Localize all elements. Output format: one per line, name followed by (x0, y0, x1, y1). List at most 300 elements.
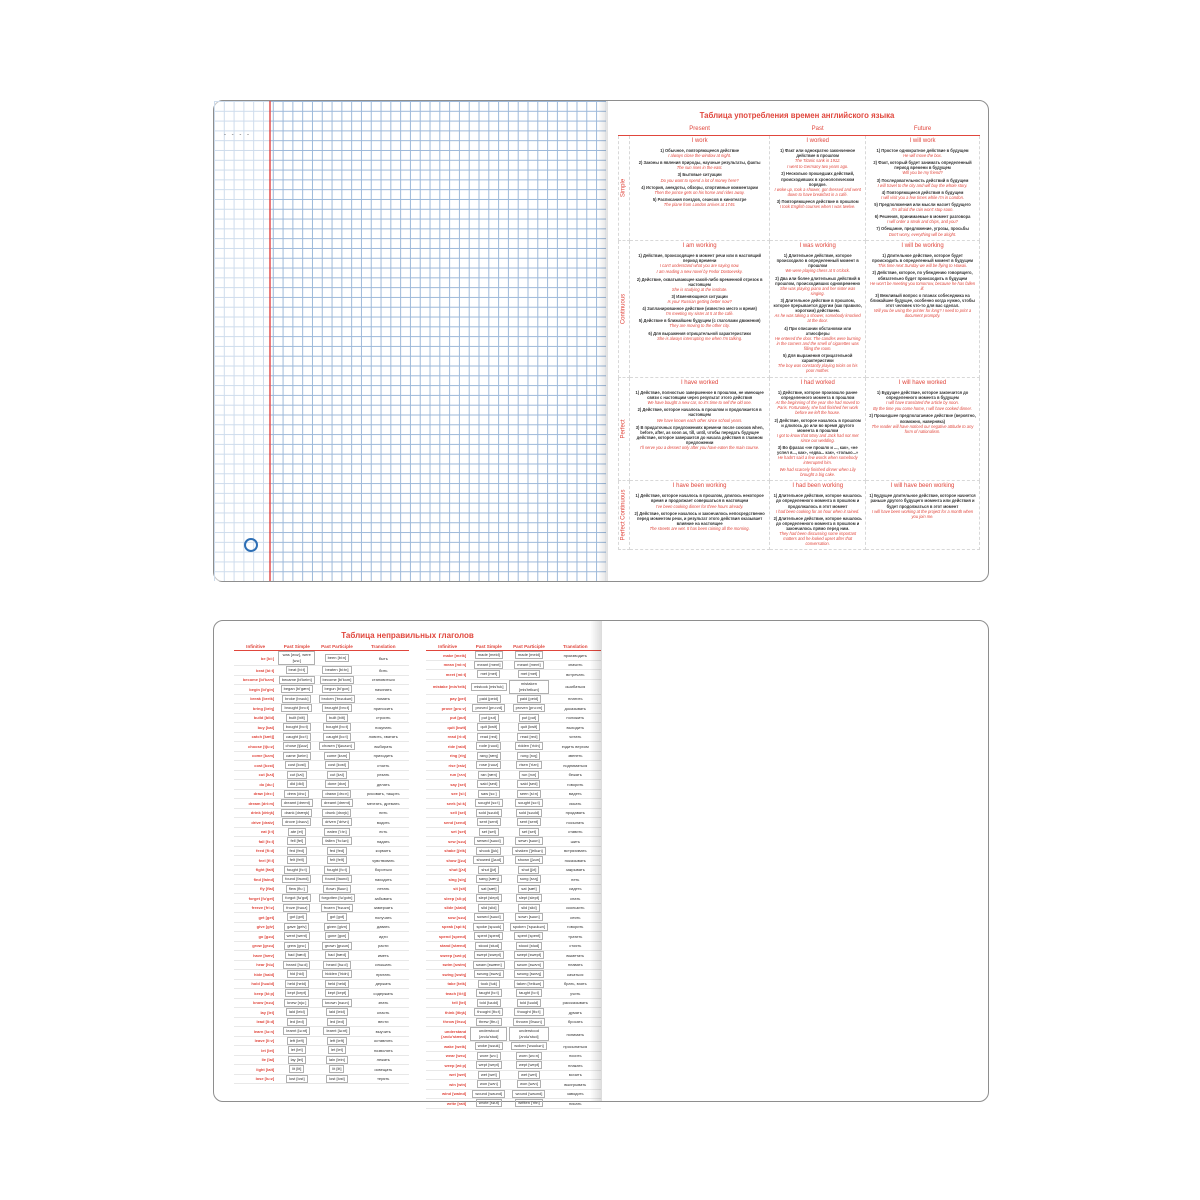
verb-infinitive: throw [θrəu] (426, 1017, 469, 1027)
tense-cell (630, 135, 770, 240)
verb-translation: позволять (358, 1046, 409, 1056)
col-header-past: Past (770, 125, 866, 135)
verb-translation: чувствовать (358, 856, 409, 866)
verb-infinitive: dream [dri:m] (234, 799, 277, 809)
verb-past-simple (469, 1051, 508, 1061)
verb-past-simple (469, 1099, 508, 1109)
verb-past-simple (469, 856, 508, 866)
verb-past-participle-text: read [red] (517, 733, 540, 741)
usage-example: The boy was constantly playing tricks on his poor mother. (777, 363, 858, 374)
verb-past-simple-text: drove [drəuv] (282, 818, 311, 826)
verb-infinitive: sweep [swi:p] (426, 951, 469, 961)
verb-translation: говорить (550, 780, 601, 790)
verb-infinitive: sit [sit] (426, 884, 469, 894)
usage-rule: 1) Простое однократное действие в будущем (876, 148, 969, 153)
verb-past-simple-text: showed [ʃəud] (473, 856, 504, 864)
verb-past-participle (316, 651, 357, 666)
verb-row (426, 989, 601, 999)
verb-infinitive: lead [li:d] (234, 1017, 277, 1027)
verb-row (426, 1080, 601, 1090)
usage-example: He entered the door. The candles were burning in the corners and the smell of cigarettes was filling the room. (774, 335, 861, 351)
verb-past-simple-text: put [put] (479, 714, 499, 722)
verb-past-participle (508, 1027, 549, 1042)
usage-rule: 1) Будущее длительное действие, которое начнется раньше другого будущего момента или действия и будет продолжаться в этот момент (869, 493, 976, 509)
verb-translation: сеять (550, 913, 601, 923)
verb-row (234, 723, 409, 733)
usage-example: They are moving to the other city. (669, 323, 730, 329)
verb-row (426, 951, 601, 961)
verb-past-simple-text: froze [frəuz] (283, 904, 310, 912)
verb-past-simple (277, 1074, 316, 1084)
usage-example: Will you be my friend? (902, 170, 943, 176)
verb-infinitive: choose [tʃu:z] (234, 742, 277, 752)
verb-translation: приходить (358, 751, 409, 761)
verb-translation: выучить (358, 1027, 409, 1037)
verb-past-participle (508, 941, 549, 951)
verb-past-participle (316, 846, 357, 856)
verb-past-simple (277, 960, 316, 970)
verb-past-simple (277, 894, 316, 904)
verb-past-simple (277, 789, 316, 799)
tense-example-heading: I worked (806, 137, 830, 144)
verb-past-participle (316, 913, 357, 923)
usage-example: This time next Sunday we will be flying to Hawaii. (877, 263, 968, 269)
verb-row (426, 837, 601, 847)
verb-past-participle-text: lit [lit] (329, 1065, 344, 1073)
verb-row (234, 651, 409, 666)
verb-past-participle (508, 742, 549, 752)
verb-infinitive: wake [weik] (426, 1042, 469, 1052)
verb-past-participle (508, 960, 549, 970)
verb-past-simple-text: let [let] (288, 1046, 306, 1054)
verb-row (234, 960, 409, 970)
verb-past-participle-text: begun [bi'gʌn] (322, 685, 353, 693)
verb-past-simple (469, 875, 508, 885)
verb-past-participle-text: sent [sent] (517, 818, 541, 826)
verb-past-simple (277, 713, 316, 723)
verb-past-participle (508, 1061, 549, 1071)
verb-infinitive: leave [li:v] (234, 1036, 277, 1046)
verbs-page (214, 621, 601, 1106)
verb-past-simple-text: fought [fɔ:t] (284, 866, 310, 874)
verb-past-simple (469, 651, 508, 661)
brand-logo-icon (244, 538, 258, 552)
verb-past-simple-text: ran [ræn] (478, 771, 500, 779)
verb-past-simple-text: was [wɔz], were [wə:] (278, 651, 315, 665)
verb-past-simple-text: thought [θɔ:t] (474, 1008, 503, 1016)
verb-past-simple-text: sent [sent] (477, 818, 501, 826)
verb-past-participle-text: seen [si:n] (517, 790, 541, 798)
usage-example: Don't worry, everything will be alright. (888, 231, 957, 237)
usage-rule: 1) Действие, полностью завершенное в прошлом, не имеющее связи с настоящим через результат этого действия (635, 390, 764, 401)
verb-row (426, 1017, 601, 1027)
verb-translation: посылать (550, 818, 601, 828)
verb-infinitive: wet [wet] (426, 1070, 469, 1080)
verb-past-simple-text: wound [waund] (472, 1090, 505, 1098)
verb-past-simple (469, 827, 508, 837)
verb-row (234, 1046, 409, 1056)
verb-row (426, 856, 601, 866)
usage-rule: 2) Длительное действие, которое началось до определенного момента в прошлом и закончилось прямо перед ним. (773, 515, 862, 531)
verb-infinitive: grow [grəu] (234, 941, 277, 951)
verb-row (234, 780, 409, 790)
verb-translation: рисовать, тащить (358, 789, 409, 799)
verb-past-participle (316, 856, 357, 866)
verb-translation: делать (358, 780, 409, 790)
verb-past-simple-text: wept [wept] (476, 1061, 502, 1069)
verb-infinitive: fight [fait] (234, 865, 277, 875)
tense-cell (630, 240, 770, 377)
verb-infinitive: prove [pru:v] (426, 704, 469, 714)
verb-translation: терять (358, 1074, 409, 1084)
verb-infinitive: cost [kɔst] (234, 761, 277, 771)
verb-translation: тратить (550, 932, 601, 942)
verb-past-simple (469, 941, 508, 951)
verb-past-simple (277, 827, 316, 837)
verb-past-simple-text: broke [brəuk] (282, 695, 311, 703)
verb-past-participle-text: sold [səuld] (516, 809, 542, 817)
verb-infinitive: find [faind] (234, 875, 277, 885)
verb-past-simple-text: lost [lɔst] (286, 1075, 308, 1083)
verb-past-simple-text: got [gɔt] (287, 913, 307, 921)
usage-rule: 3) В придаточных предложениях времени после союзов when, before, after, as soon as, till, until, чтобы передать будущее действие, которое завершится до начала действия в главном предложении (635, 424, 764, 446)
verb-past-simple-text: rode [rəud] (476, 742, 501, 750)
verb-infinitive: wind [waind] (426, 1089, 469, 1099)
tense-example-heading: I will be working (901, 242, 944, 249)
col-header-future: Future (866, 125, 980, 135)
usage-example: He will move the box. (903, 153, 942, 159)
verb-past-participle-text: thrown [θrəun] (513, 1018, 545, 1026)
verb-past-participle (316, 837, 357, 847)
verb-past-simple (277, 666, 316, 676)
verb-past-participle (508, 1089, 549, 1099)
usage-rule: 4) При описании обстановки или атмосферы (784, 325, 852, 336)
verb-infinitive: know [nəu] (234, 998, 277, 1008)
usage-example: We were playing chess at 5 o'clock. (785, 268, 850, 274)
verb-past-participle (508, 732, 549, 742)
verb-past-simple (469, 846, 508, 856)
verb-past-simple-text: told [təuld] (477, 999, 501, 1007)
verb-row (426, 1061, 601, 1071)
verb-row (426, 751, 601, 761)
blank-page (601, 621, 988, 1101)
verb-infinitive: rise [raiz] (426, 761, 469, 771)
verb-past-participle-text: led [led] (327, 1018, 347, 1026)
verb-translation: ездить верхом (550, 742, 601, 752)
verb-row (426, 922, 601, 932)
verb-past-simple-text: mistook [mis'tuk] (471, 683, 506, 691)
verb-past-simple-text: knew [nju:] (284, 999, 309, 1007)
verb-past-participle (316, 808, 357, 818)
verb-row (426, 1008, 601, 1018)
verb-row (426, 780, 601, 790)
usage-rule: 3) Вежливый вопрос о планах собеседника на ближайшее будущее, особенно когда нужно, чтобы этот человек что-то для вас сделал. (870, 292, 975, 309)
verb-row (234, 979, 409, 989)
verb-past-participle-text: sown [səun] (515, 913, 542, 921)
usage-rule: 4) Запланированное действие (известно место и время) (642, 306, 757, 312)
verb-infinitive: swing [swiŋ] (426, 970, 469, 980)
verb-row (234, 1074, 409, 1084)
verb-row (426, 694, 601, 704)
verb-infinitive: catch [kætʃ] (234, 732, 277, 742)
usage-rule: 2) Факт, который будет занимать определенный период времени в будущем (873, 160, 972, 171)
verb-row (234, 1027, 409, 1037)
verb-row (234, 694, 409, 704)
usage-example: As he was taking a shower, somebody knocked at the door. (774, 313, 861, 324)
verb-past-simple (277, 1055, 316, 1065)
usage-example: I'll serve you a dessert only after you have eaten the main course. (640, 445, 760, 451)
verb-row (426, 932, 601, 942)
row-label-text: Perfect (620, 419, 627, 439)
verb-row (234, 818, 409, 828)
verb-past-simple (277, 875, 316, 885)
verb-past-participle-text: learnt [lə:nt] (323, 1027, 350, 1035)
verb-past-participle-text: won [wʌn] (517, 1080, 541, 1088)
verb-row (426, 1070, 601, 1080)
usage-example: He hadn't said a few words when somebody interrupted him. (777, 455, 858, 466)
verb-infinitive: do [du:] (234, 780, 277, 790)
usage-example: We had scarcely finished dinner when Lily brought a big cake. (779, 466, 856, 477)
verb-past-simple-text: sang [sæŋ] (476, 875, 502, 883)
verb-translation: плавать (550, 960, 601, 970)
verb-past-simple (469, 761, 508, 771)
verb-past-participle (316, 789, 357, 799)
verb-past-simple-text: sowed [səud] (474, 913, 504, 921)
usage-example: I had been cooking for an hour when it rained. (776, 508, 860, 514)
verb-past-participle-text: wet [wet] (518, 1071, 540, 1079)
verb-past-participle-text: taught [tɔ:t] (516, 989, 542, 997)
verb-past-simple (277, 723, 316, 733)
verb-past-participle-text: spent [spent] (514, 932, 543, 940)
verb-past-simple-text: shut [ʃʌt] (478, 866, 499, 874)
usage-rule: 1) Факт или однократно законченное действие в прошлом (780, 148, 856, 159)
tense-row (619, 377, 980, 480)
usage-example: I can't understand what you are saying now. (659, 263, 740, 269)
verb-translation: получать (358, 913, 409, 923)
verb-row (426, 913, 601, 923)
verb-past-participle-text: done [dʌn] (325, 780, 350, 788)
verb-past-simple (277, 922, 316, 932)
verb-row (426, 960, 601, 970)
verb-infinitive: seek [si:k] (426, 799, 469, 809)
verb-past-participle-text: risen ['rizn] (516, 761, 541, 769)
verb-past-participle-text: lost [lɔst] (326, 1075, 348, 1083)
usage-rule: 2) Несколько прошедших действий, происходивших в хронологическом порядке. (781, 171, 855, 187)
verb-past-simple-text: won [wʌn] (477, 1080, 501, 1088)
row-label (619, 135, 630, 240)
verb-past-simple-text: began [bi'gæn] (281, 685, 313, 693)
verb-row (234, 894, 409, 904)
usage-rule: 2) Действие, охватывающее какой-либо временной отрезок в настоящем (636, 276, 763, 287)
verb-translation: писать (550, 1099, 601, 1109)
verb-row (426, 970, 601, 980)
tense-example-heading: I will work (909, 137, 936, 144)
verb-translation: выходить (550, 723, 601, 733)
verb-past-simple-text: spoke [spəuk] (473, 923, 504, 931)
verb-past-simple (277, 913, 316, 923)
verb-past-participle (508, 846, 549, 856)
verb-translation: заводить (550, 1089, 601, 1099)
verb-past-participle-text: fought [fɔ:t] (324, 866, 350, 874)
verb-infinitive: speak [spi:k] (426, 922, 469, 932)
verb-past-simple-text: stood [stud] (475, 942, 502, 950)
verb-row (234, 732, 409, 742)
verb-past-participle-text: slid [slid] (518, 904, 539, 912)
verb-past-participle (316, 951, 357, 961)
verb-infinitive: cut [kʌt] (234, 770, 277, 780)
verb-past-participle (508, 799, 549, 809)
verb-past-simple-text: kept [kept] (285, 989, 309, 997)
verb-past-simple-text: flew [flu:] (286, 885, 308, 893)
verb-past-simple-text: gave [geiv] (284, 923, 309, 931)
verb-past-participle (508, 837, 549, 847)
verb-past-participle (316, 780, 357, 790)
verb-infinitive: feed [fi:d] (234, 846, 277, 856)
verb-past-participle (508, 694, 549, 704)
verb-past-participle (316, 1017, 357, 1027)
tense-row (619, 240, 980, 377)
verb-translation: знать (358, 998, 409, 1008)
usage-example: I woke up, took a shower, got dressed and went down to have breakfast in a café. (774, 186, 861, 197)
verb-past-participle-text: slept [slept] (516, 894, 542, 902)
verb-past-simple (469, 660, 508, 670)
verb-past-simple (469, 1061, 508, 1071)
verb-past-simple-text: quit [kwit] (477, 723, 500, 731)
verb-past-participle-text: let [let] (328, 1046, 346, 1054)
verb-past-participle-text: flown [fləun] (323, 885, 350, 893)
verb-past-simple-text: became [bi'keim] (279, 676, 315, 684)
verb-past-participle (508, 818, 549, 828)
verb-past-participle-text: wound [waund] (512, 1090, 545, 1098)
verb-past-simple (469, 1017, 508, 1027)
header-infinitive: Infinitive (234, 643, 277, 651)
verb-past-participle-text: been [bi:n] (325, 654, 350, 662)
verb-infinitive: beat [bi:t] (234, 666, 277, 676)
verb-past-participle-text: swept [swept] (514, 951, 544, 959)
verb-past-simple-text: lit [lit] (289, 1065, 304, 1073)
verb-past-simple (469, 713, 508, 723)
tense-cell (866, 480, 980, 550)
tense-table-title: Таблица употребления времен английского языка (699, 111, 895, 120)
verb-past-participle (316, 1074, 357, 1084)
verb-past-participle-text: had [hæd] (325, 951, 349, 959)
verb-past-simple-text: drew [dru:] (284, 790, 309, 798)
verb-infinitive: read [ri:d] (426, 732, 469, 742)
verb-past-simple-text: did [did] (287, 780, 307, 788)
verb-past-participle (508, 651, 549, 661)
verb-translation: летать (358, 884, 409, 894)
usage-example: She was playing piano and her sister was singing. (780, 285, 856, 296)
usage-example: The streets are wet. It has been raining all the morning. (649, 525, 750, 531)
verb-past-participle-text: found [faund] (322, 875, 351, 883)
verb-row (426, 1099, 601, 1109)
verb-past-simple (469, 1089, 508, 1099)
usage-example: By the time you come home, I will have cooked dinner. (873, 406, 972, 412)
tense-example-heading: I work (691, 137, 708, 144)
verb-translation: читать (550, 732, 601, 742)
verb-past-participle-text: met [met] (518, 670, 541, 678)
verb-past-participle (508, 865, 549, 875)
verb-past-participle (316, 998, 357, 1008)
verb-translation: слышать (358, 960, 409, 970)
margin-ticks: - - - - (224, 132, 251, 138)
verb-row (234, 799, 409, 809)
tense-cell (770, 135, 866, 240)
verb-past-simple-text: took [tuk] (478, 980, 500, 988)
verb-past-simple (277, 903, 316, 913)
verb-past-simple (469, 894, 508, 904)
verb-past-simple (277, 770, 316, 780)
usage-example: I will order a steak and chips, and you? (887, 219, 958, 225)
verb-infinitive: spend [spend] (426, 932, 469, 942)
verb-row (426, 789, 601, 799)
row-label (619, 377, 630, 480)
usage-example: She is studying at the institute. (671, 286, 728, 292)
usage-example: Then the prince gets on his horse and rides away. (654, 189, 745, 195)
verb-translation: пить (358, 808, 409, 818)
tense-example-heading: I had been working (792, 482, 844, 489)
verb-past-simple-text: forgot [fə'gɔt] (282, 894, 311, 902)
verb-translation: петь (550, 875, 601, 885)
verb-past-participle-text: laid [leid] (326, 1008, 348, 1016)
verb-past-participle-text: worn [wɔ:n] (516, 1052, 542, 1060)
usage-rule: 1) Действие, которое началось в прошлом, длилось некоторое время и продолжает совершаться в настоящем (635, 493, 764, 504)
verb-row (234, 856, 409, 866)
usage-rule: 4) История, анекдоты, обзоры, спортивные комментарии (641, 184, 759, 190)
verb-past-participle-text: thought [θɔ:t] (514, 1008, 543, 1016)
header-past-simple: Past Simple (469, 643, 508, 651)
verb-row (234, 1036, 409, 1046)
verb-translation: искать (550, 799, 601, 809)
verb-row (234, 704, 409, 714)
verb-past-simple (469, 1008, 508, 1018)
verb-translation: брать, взять (550, 979, 601, 989)
verb-past-participle (508, 1042, 549, 1052)
verb-infinitive: tell [tel] (426, 998, 469, 1008)
verb-past-simple-text: made [meid] (475, 651, 503, 659)
verb-translation: говорить (550, 922, 601, 932)
usage-example: Do you want to spend a lot of money here? (660, 177, 739, 183)
verb-past-simple-text: paid [peid] (477, 695, 501, 703)
verb-past-participle-text: felt [felt] (327, 856, 347, 864)
verb-infinitive: pay [pei] (426, 694, 469, 704)
verb-past-simple (277, 932, 316, 942)
verb-past-simple-text: wrote [rəut] (476, 1099, 502, 1107)
verb-translation: бить (358, 666, 409, 676)
verb-past-simple-text: set [set] (479, 828, 499, 836)
verb-translation: значить (550, 660, 601, 670)
verb-infinitive: swim [swim] (426, 960, 469, 970)
row-label-text: Continuous (620, 293, 627, 324)
tense-row (619, 480, 980, 550)
verb-past-simple (469, 998, 508, 1008)
verb-row (426, 865, 601, 875)
verb-infinitive: forget [fə'get] (234, 894, 277, 904)
verb-past-participle-text: quit [kwit] (518, 723, 541, 731)
verb-translation: просыпаться (550, 1042, 601, 1052)
verb-past-simple (277, 989, 316, 999)
tense-cell (770, 240, 866, 377)
verb-past-participle (508, 951, 549, 961)
verb-past-participle (316, 875, 357, 885)
verb-past-participle-text: stood [stud] (516, 942, 543, 950)
verb-past-participle (316, 922, 357, 932)
verb-past-participle (316, 666, 357, 676)
tense-example-heading: I have worked (680, 379, 719, 386)
corner-header (619, 125, 630, 135)
verb-past-simple (469, 922, 508, 932)
verb-row (426, 679, 601, 694)
